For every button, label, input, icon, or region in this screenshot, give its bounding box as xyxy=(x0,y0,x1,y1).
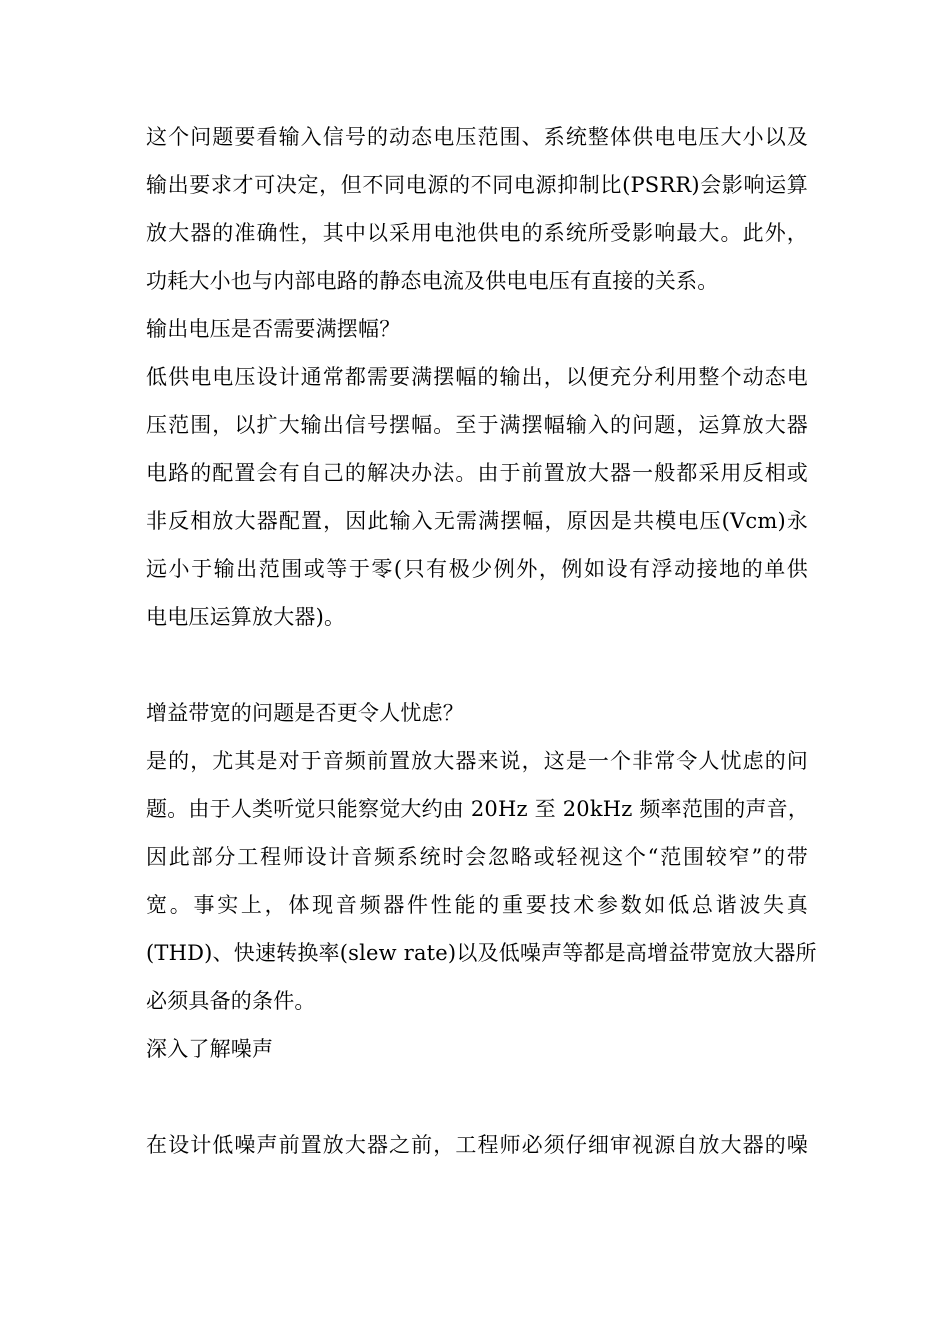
blank-line xyxy=(146,641,808,689)
paragraph-gain-bandwidth xyxy=(146,737,817,1025)
text-line: 这个问题要看输入信号的动态电压范围、系统整体供电电压大小以及 xyxy=(146,125,808,149)
text-line: 在设计低噪声前置放大器之前，工程师必须仔细审视源自放大器的噪 xyxy=(146,1133,808,1157)
heading-rail-to-rail: 输出电压是否需要满摆幅？ xyxy=(146,317,401,341)
heading-noise: 深入了解噪声 xyxy=(146,1037,274,1061)
text-line: 宽。事实上，体现音频器件性能的重要技术参数如低总谐波失真 xyxy=(146,893,808,917)
text-line: 功耗大小也与内部电路的静态电流及供电电压有直接的关系。 xyxy=(146,269,719,293)
paragraph-supply-voltage xyxy=(146,113,808,305)
text-line: (THD)、快速转换率(slew rate)以及低噪声等都是高增益带宽放大器所 xyxy=(146,941,817,965)
text-line: 电电压运算放大器)。 xyxy=(146,605,346,629)
text-line: 非反相放大器配置，因此输入无需满摆幅，原因是共模电压(Vcm)永 xyxy=(146,509,808,533)
heading-gain-bandwidth: 增益带宽的问题是否更令人忧虑？ xyxy=(146,701,464,725)
text-line: 输出要求才可决定，但不同电源的不同电源抑制比(PSRR)会影响运算 xyxy=(146,173,808,197)
paragraph-noise xyxy=(146,1121,808,1169)
text-line: 电路的配置会有自己的解决办法。由于前置放大器一般都采用反相或 xyxy=(146,461,808,485)
text-line: 必须具备的条件。 xyxy=(146,989,316,1013)
text-line: 低供电电压设计通常都需要满摆幅的输出，以便充分利用整个动态电 xyxy=(146,365,808,389)
text-line: 是的，尤其是对于音频前置放大器来说，这是一个非常令人忧虑的问 xyxy=(146,749,808,773)
text-line: 压范围，以扩大输出信号摆幅。至于满摆幅输入的问题，运算放大器 xyxy=(146,413,808,437)
document-body xyxy=(146,113,817,1169)
text-line: 远小于输出范围或等于零(只有极少例外，例如设有浮动接地的单供 xyxy=(146,557,808,581)
text-line: 题。由于人类听觉只能察觉大约由 20Hz 至 20kHz 频率范围的声音， xyxy=(146,797,810,821)
blank-line xyxy=(146,1073,808,1121)
text-line: 放大器的准确性，其中以采用电池供电的系统所受影响最大。此外， xyxy=(146,221,808,245)
paragraph-rail-to-rail xyxy=(146,353,808,641)
text-line: 因此部分工程师设计音频系统时会忽略或轻视这个“范围较窄”的带 xyxy=(146,845,808,869)
